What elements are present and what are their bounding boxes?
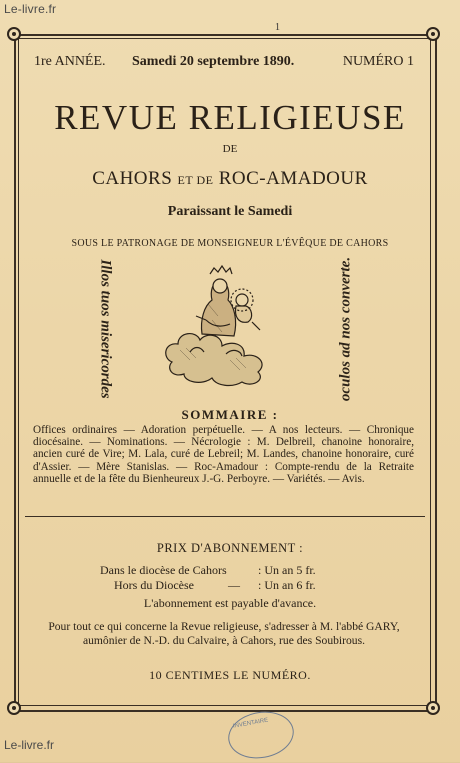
motto-left: Illos tuos misericordes: [97, 259, 114, 399]
subscription-row-outside-dash: —: [228, 578, 240, 592]
watermark: Le-livre.fr: [4, 2, 57, 16]
subscription-row-diocese-label: Dans le diocèse de Cahors: [100, 563, 227, 577]
madonna-vignette-icon: [160, 260, 282, 388]
summary-text: Offices ordinaires — Adoration perpétuelle. — A nos lecteurs. — Chronique diocésaine. — Nominations. — Nécrologie : M. Delbreil, chanoine honoraire, ancien curé de Vire; M. Lala, curé de Lebreil; M. Landes, chanoine honoraire, curé d'Assier. — Mère Stanislas. — Roc-Amadour : Compte-rendu de la Retraite annuelle et de la fête du Bienheureux J.-G. Perboyre. — Variétés. — Avis.: [33, 424, 414, 485]
corner-ornament-icon: [426, 701, 440, 715]
issue-date: Samedi 20 septembre 1890.: [132, 54, 295, 69]
subscription-row-outside-price: : Un an 6 fr.: [258, 578, 316, 592]
publication-frequency: Paraissant le Samedi: [167, 204, 293, 219]
stamp-label: INVENTAIRE: [232, 717, 269, 730]
section-divider: [25, 516, 425, 517]
subscription-heading: PRIX D'ABONNEMENT :: [156, 541, 304, 555]
issue-price: 10 CENTIMES LE NUMÉRO.: [149, 668, 311, 682]
corner-ornament-icon: [7, 27, 21, 41]
contact-text: Pour tout ce qui concerne la Revue religieuse, s'adresser à M. l'abbé GARY, aumônier de N.-D. du Calvaire, à Cahors, rue des Soubirous.: [48, 620, 400, 647]
page-title: REVUE RELIGIEUSE: [54, 98, 406, 137]
year-label: 1re ANNÉE.: [34, 54, 106, 69]
subscription-row-diocese-price: : Un an 5 fr.: [258, 563, 316, 577]
corner-ornament-icon: [7, 701, 21, 715]
subtitle-rocamadour: ROC-AMADOUR: [218, 168, 368, 189]
motto-right: oculos ad nos converte.: [337, 256, 354, 402]
subscription-row-outside-label: Hors du Diocèse: [114, 578, 194, 592]
subtitle-cahors: CAHORS: [92, 168, 173, 189]
page-mark: 1: [275, 22, 280, 33]
title-connector: DE: [222, 143, 238, 155]
patronage-line: SOUS LE PATRONAGE DE MONSEIGNEUR L'ÉVÊQUE DE CAHORS: [71, 238, 389, 249]
subtitle-connector: ET DE: [177, 173, 214, 187]
payment-note: L'abonnement est payable d'avance.: [143, 596, 317, 610]
subtitle: [20, 168, 440, 190]
issue-number: NUMÉRO 1: [342, 54, 414, 69]
summary-heading: SOMMAIRE :: [181, 407, 279, 422]
corner-ornament-icon: [426, 27, 440, 41]
watermark-bottom: Le-livre.fr: [4, 738, 55, 752]
